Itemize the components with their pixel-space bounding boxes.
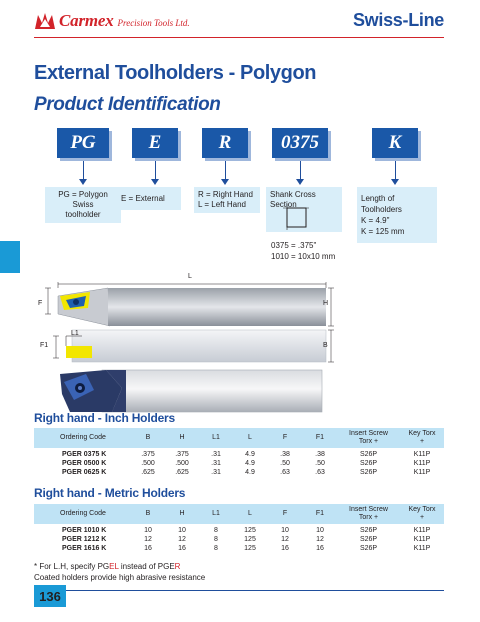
left-hand-note: * For L.H, specify PGEL instead of PGER	[34, 562, 181, 571]
code-box-r: R	[202, 128, 248, 158]
coated-note: Coated holders provide high abrasive resistance	[34, 573, 206, 582]
col-header: F	[267, 428, 303, 448]
table-header-row	[34, 428, 444, 448]
col-header: Insert Screw Torx +	[337, 504, 400, 524]
metric-table-heading: Right hand - Metric Holders	[34, 486, 186, 500]
col-header: H	[165, 504, 199, 524]
col-header: Ordering Code	[34, 504, 131, 524]
carmex-crown-icon	[34, 12, 56, 30]
col-header: F1	[303, 504, 337, 524]
col-header: L1	[199, 504, 233, 524]
col-header: Insert Screw Torx +	[337, 428, 400, 448]
brand-subtitle: Precision Tools Ltd.	[117, 18, 190, 28]
table-row: PGER 0625 K .625 .625 .31 4.9 .63 .63 S26P K11P	[62, 469, 431, 476]
inch-table	[34, 428, 444, 477]
inch-table-heading: Right hand - Inch Holders	[34, 411, 175, 425]
col-header: L1	[199, 428, 233, 448]
brand-name: Carmex	[59, 11, 114, 30]
toolholder-drawing	[30, 270, 340, 420]
col-header: Ordering Code	[34, 428, 131, 448]
arrow-down-icon	[391, 179, 399, 185]
label-length: Length of Toolholders K = 4.9" K = 125 mm	[357, 187, 437, 243]
label-r: R = Right Hand L = Left Hand	[194, 187, 260, 213]
side-tab-marker	[0, 241, 20, 273]
connector-line	[300, 161, 301, 179]
code-box-0375: 0375	[272, 128, 328, 158]
carmex-logo	[34, 11, 190, 31]
col-header: B	[131, 428, 165, 448]
label-shank: Shank Cross Section	[266, 187, 342, 232]
col-header: Key Torx +	[400, 428, 444, 448]
label-pg: PG = Polygon Swiss toolholder	[45, 187, 121, 223]
table-row: PGER 1212 K 12 12 8 125 12 12 S26P K11P	[62, 536, 431, 543]
connector-line	[83, 161, 84, 179]
section-name: Swiss-Line	[352, 10, 444, 30]
connector-line	[155, 161, 156, 179]
connector-line	[225, 161, 226, 179]
page-subtitle: Product Identification	[34, 94, 221, 115]
col-header: B	[131, 504, 165, 524]
col-header: F1	[303, 428, 337, 448]
col-header: L	[233, 428, 267, 448]
metric-table	[34, 504, 444, 553]
connector-line	[395, 161, 396, 179]
code-box-k: K	[372, 128, 418, 158]
dim-label-l1: L1	[71, 330, 79, 337]
square-section-icon	[282, 203, 310, 231]
dim-label-f1: F1	[40, 342, 49, 349]
code-box-e: E	[132, 128, 178, 158]
table-row: PGER 1010 K 10 10 8 125 10 10 S26P K11P	[62, 527, 431, 534]
footer-divider	[60, 590, 444, 591]
table-row: PGER 0500 K .500 .500 .31 4.9 .50 .50 S26P K11P	[62, 460, 431, 467]
dim-label-h: H	[323, 300, 329, 307]
arrow-down-icon	[79, 179, 87, 185]
dim-label-f: F	[38, 300, 43, 307]
label-e: E = External	[117, 187, 181, 210]
col-header: F	[267, 504, 303, 524]
arrow-down-icon	[151, 179, 159, 185]
page-number: 136	[34, 585, 66, 607]
col-header: H	[165, 428, 199, 448]
code-box-pg: PG	[57, 128, 109, 158]
table-header-row	[34, 504, 444, 524]
label-shank-values: 0375 = .375" 1010 = 10x10 mm	[271, 241, 336, 261]
page-title: External Toolholders - Polygon	[34, 62, 317, 84]
header-divider	[34, 37, 444, 38]
arrow-down-icon	[221, 179, 229, 185]
dim-label-l: L	[188, 273, 192, 280]
arrow-down-icon	[296, 179, 304, 185]
col-header: L	[233, 504, 267, 524]
table-row: PGER 1616 K 16 16 8 125 16 16 S26P K11P	[62, 545, 431, 552]
col-header: Key Torx +	[400, 504, 444, 524]
dim-label-b: B	[323, 342, 328, 349]
table-row: PGER 0375 K .375 .375 .31 4.9 .38 .38 S26P K11P	[62, 451, 431, 458]
